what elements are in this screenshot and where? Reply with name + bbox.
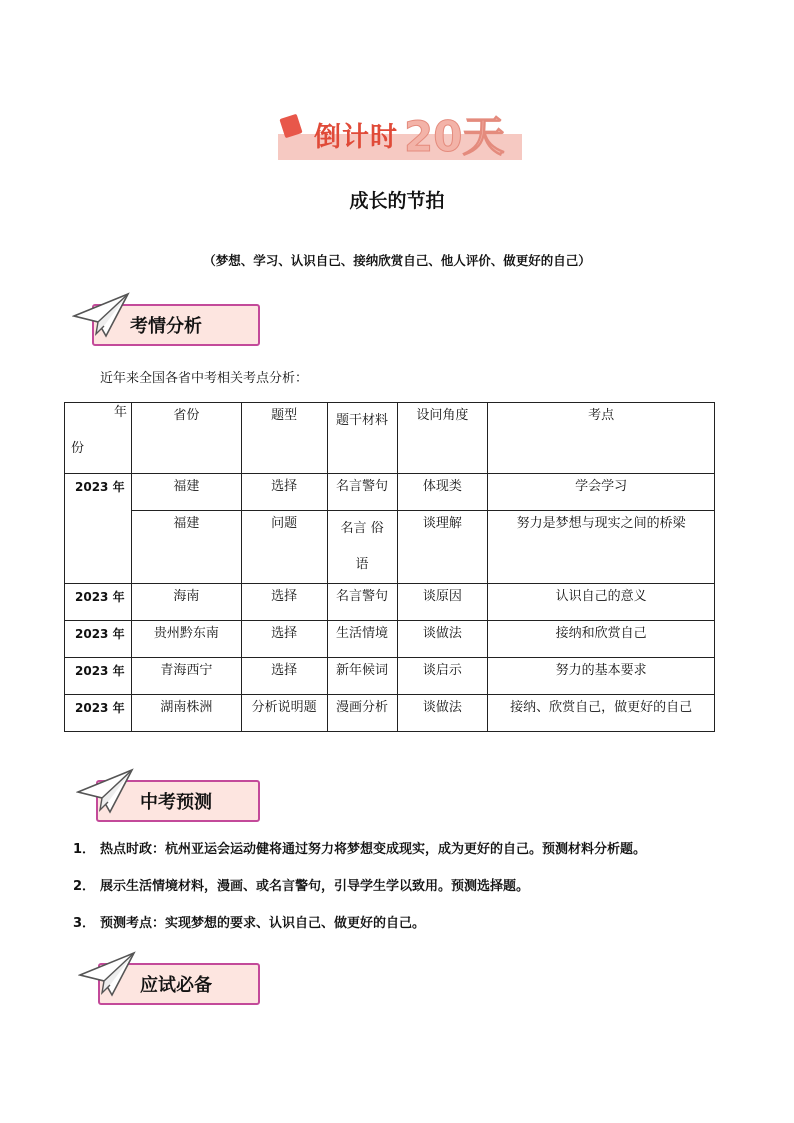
prediction-text: 预测考点：实现梦想的要求、认识自己、做更好的自己。 [100,916,426,931]
prediction-text: 展示生活情境材料，漫画、或名言警句，引导学生学以致用。预测选择题。 [100,879,530,894]
section-header-analysis [72,302,262,344]
countdown-banner [278,110,522,160]
cell-qtype: 分析说明题 [241,695,327,732]
cell-angle: 谈做法 [397,621,488,658]
cell-province: 贵州黔东南 [131,621,241,658]
paper-plane-icon [72,290,132,340]
cell-angle: 谈做法 [397,695,488,732]
cell-point: 努力是梦想与现实之间的桥梁 [488,511,715,584]
cell-material: 名言警句 [327,584,397,621]
cell-year: 2023 年 [65,584,132,621]
table-row [65,695,715,732]
table-row [65,474,715,511]
exam-analysis-table [64,402,715,732]
intro-text: 近年来全国各省中考相关考点分析： [100,371,309,386]
cell-province: 福建 [131,511,241,584]
cell-qtype: 选择 [241,584,327,621]
section-label: 考情分析 [130,316,202,337]
cell-point: 接纳和欣赏自己 [488,621,715,658]
section-label: 中考预测 [140,792,212,813]
page-subtitle: （梦想、学习、认识自己、接纳欣赏自己、他人评价、做更好的自己） [203,253,591,268]
cell-angle: 谈启示 [397,658,488,695]
header-year: 年 份 [65,403,132,474]
cell-qtype: 问题 [241,511,327,584]
banner-label: 倒计时 [314,122,398,153]
prediction-number: 3． [73,916,96,931]
paper-plane-icon [76,766,136,816]
cell-material: 名言警句 [327,474,397,511]
prediction-number: 1． [73,842,96,857]
cell-material: 漫画分析 [327,695,397,732]
page-title: 成长的节拍 [349,190,445,212]
cell-year: 2023 年 [65,695,132,732]
paper-plane-icon [78,949,138,999]
prediction-number: 2． [73,879,96,894]
prediction-item [73,838,646,857]
cell-point: 认识自己的意义 [488,584,715,621]
cell-angle: 谈原因 [397,584,488,621]
table-header-row [65,403,715,474]
cell-year: 2023 年 [65,474,132,584]
cell-year: 2023 年 [65,658,132,695]
cell-point: 接纳、欣赏自己，做更好的自己 [488,695,715,732]
cell-material: 新年候词 [327,658,397,695]
cell-province: 青海西宁 [131,658,241,695]
table-row [65,621,715,658]
header-material: 题干材料 [327,403,397,474]
cell-qtype: 选择 [241,621,327,658]
cell-qtype: 选择 [241,474,327,511]
cell-province: 海南 [131,584,241,621]
section-header-prep [78,961,268,1003]
section-label: 应试必备 [140,975,212,996]
banner-number: 20天 [404,112,505,161]
banner-text [314,110,504,160]
cell-province: 湖南株洲 [131,695,241,732]
table-row [65,511,715,584]
cell-material: 生活情境 [327,621,397,658]
section-header-forecast [76,778,266,820]
prediction-item [73,912,425,931]
cell-qtype: 选择 [241,658,327,695]
header-province: 省份 [131,403,241,474]
prediction-item [73,875,529,894]
prediction-text: 热点时政：杭州亚运会运动健将通过努力将梦想变成现实，成为更好的自己。预测材料分析题。 [100,842,647,857]
header-point: 考点 [488,403,715,474]
cell-year: 2023 年 [65,621,132,658]
header-angle: 设问角度 [397,403,488,474]
table-row [65,658,715,695]
cell-angle: 谈理解 [397,511,488,584]
table-row [65,584,715,621]
header-qtype: 题型 [241,403,327,474]
cell-angle: 体现类 [397,474,488,511]
cell-point: 努力的基本要求 [488,658,715,695]
cell-province: 福建 [131,474,241,511]
cell-point: 学会学习 [488,474,715,511]
cell-material: 名言 俗语 [327,511,397,584]
